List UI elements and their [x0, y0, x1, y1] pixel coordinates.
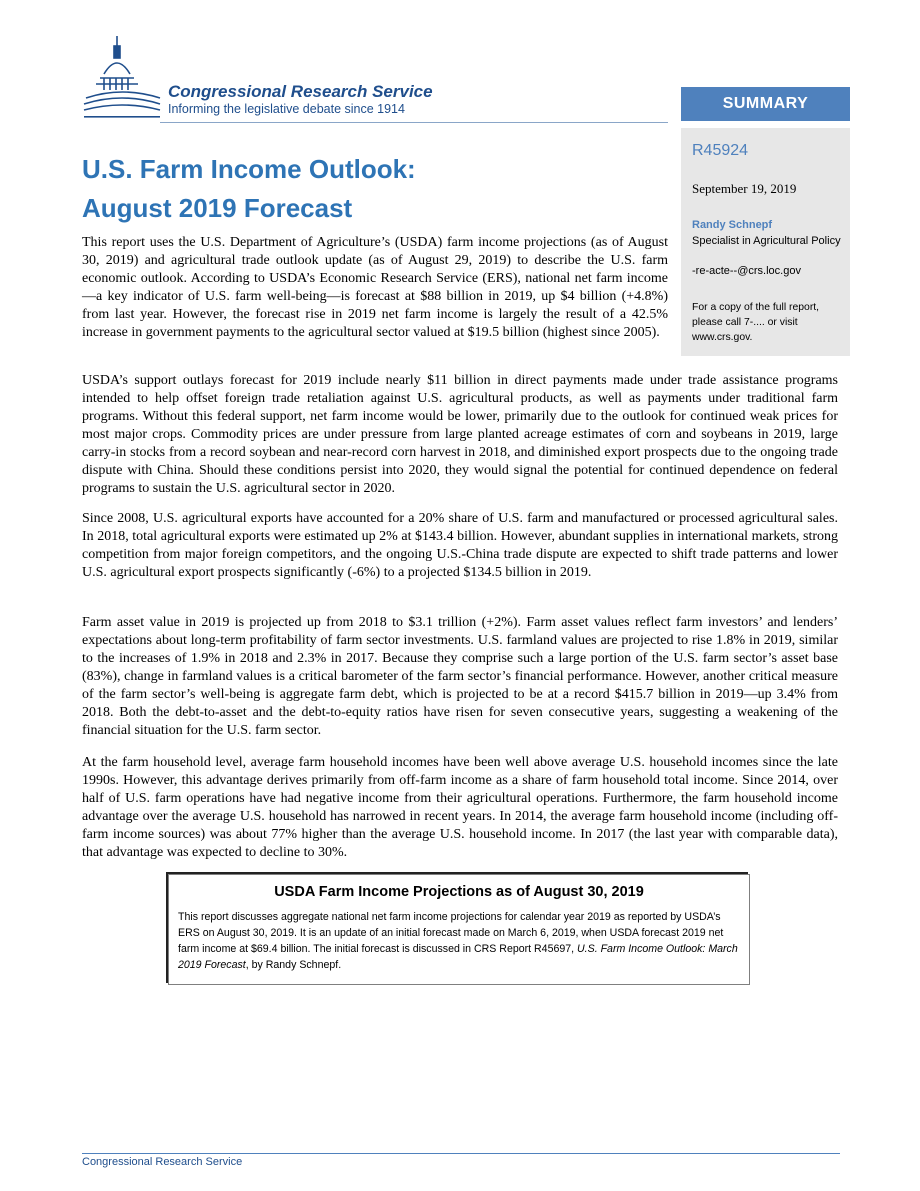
footer-divider: [82, 1153, 840, 1154]
callout-report-title: U.S. Farm Income Outlook: March 2019 Forecast: [178, 943, 738, 971]
body-paragraph: Farm asset value in 2019 is projected up from 2018 to $3.1 trillion (+2%). Farm asset values reflect farm investors’ and lenders’ expectations about long-term profitability of farm sector investments. U.S. farmland values are projected to rise 1.8% in 2019, similar to the increases of 1.9% in 2018 and 2.3% in 2017. Because they comprise such a large portion of the U.S. farm sector’s asset base (83%), change in farmland values is a critical barometer of the farm sector’s financial performance. However, another critical measure of the farm sector’s well-being is aggregate farm debt, which is projected to be at a record $415.7 billion in 2019—up 3.4% from 2018. Both the debt-to-asset and the debt-to-equity ratios have risen for seven consecutive years, suggesting a weakening of the financial situation for the U.S. farm sector.: [82, 615, 838, 738]
summary-heading: SUMMARY: [681, 87, 850, 121]
callout-text: [178, 909, 740, 973]
report-id: R45924: [692, 142, 749, 159]
callout-box: [168, 874, 750, 985]
intro-paragraph: This report uses the U.S. Department of Agriculture’s (USDA) farm income projections (as of August 30, 2019) and agricultural trade outlook update (as of August 29, 2019) to describe the U.S. farm economic outlook. According to USDA’s Economic Research Service (ERS), national net farm income—a key indicator of U.S. farm well-being—is forecast at $88 billion in 2019, up $4 billion (+4.8%) from last year. However, the forecast rise in 2019 net farm income is largely the result of a 42.5% increase in government payments to the agricultural sector valued at $19.5 billion (highest since 2005).: [82, 235, 668, 340]
body-paragraph: USDA’s support outlays forecast for 2019 include nearly $11 billion in direct payments made under trade assistance programs intended to help offset foreign trade retaliation against U.S. agricultural products, as well as payments under traditional farm programs. Without this federal support, net farm income would be lower, primarily due to the outlook for continued weak prices for most major crops. Commodity prices are under pressure from large planted acreage estimates of corn and soybeans in 2019, large carry-in stocks from a record soybean and near-record corn harvest in 2018, and diminished export prospects due to the ongoing trade dispute with China. Should these conditions persist into 2020, they would signal the potential for continued dependence on federal programs to sustain the U.S. agricultural sector in 2020.: [82, 373, 838, 496]
callout-text-after: , by Randy Schnepf.: [245, 959, 342, 971]
page-title: [82, 150, 416, 228]
footer-text: Congressional Research Service: [82, 1156, 243, 1168]
body-paragraph: At the farm household level, average farm household incomes have been well above average U.S. household incomes since the late 1990s. However, this advantage derives primarily from off-farm income as a share of farm household total income. Since 2014, over half of U.S. farm operations have had negative income from their agricultural operations. Furthermore, the farm household income advantage over the average U.S. household has narrowed in recent years. In 2014, the average farm household income (including off-farm income sources) was about 77% higher than the average U.S. household income. In 2017 (the last year with comparable data), that advantage was expected to decline to 30%.: [82, 755, 838, 860]
summary-sidebar: [681, 128, 850, 356]
callout-title: USDA Farm Income Projections as of August 30, 2019: [274, 884, 644, 900]
org-name: Congressional Research Service: [168, 82, 433, 101]
title-line-1: U.S. Farm Income Outlook:: [82, 154, 416, 184]
header-divider: [160, 122, 668, 123]
report-date: September 19, 2019: [692, 181, 797, 196]
crs-logo: [82, 34, 482, 124]
copy-note: For a copy of the full report, please call 7-.... or visit www.crs.gov.: [692, 302, 820, 343]
author-name: Randy Schnepf: [692, 219, 773, 231]
capitol-dome-icon: [82, 34, 162, 124]
org-tagline: Informing the legislative debate since 1914: [168, 102, 405, 116]
title-line-2: August 2019 Forecast: [82, 193, 353, 223]
body-paragraph: Since 2008, U.S. agricultural exports have accounted for a 20% share of U.S. farm and manufactured or processed agricultural sales. In 2018, total agricultural exports were estimated up 2% at $143.4 billion. However, abundant supplies in international markets, strong competition from major foreign competitors, and the ongoing U.S.-China trade dispute are expected to shift trade patterns and lower U.S. agricultural export prospects significantly (-6%) to a projected $134.5 billion in 2019.: [82, 511, 838, 580]
callout-text-before: This report discusses aggregate national net farm income projections for calendar year 2019 as reported by USDA’s ERS on August 30, 2019. It is an update of an initial forecast made on March 6, 2019, when USDA forecast 2019 net farm income at $69.4 billion. The initial forecast is discussed in CRS Report R45697,: [178, 911, 724, 955]
author-role: Specialist in Agricultural Policy: [692, 235, 841, 247]
author-email[interactable]: -re-acte--@crs.loc.gov: [692, 265, 801, 277]
